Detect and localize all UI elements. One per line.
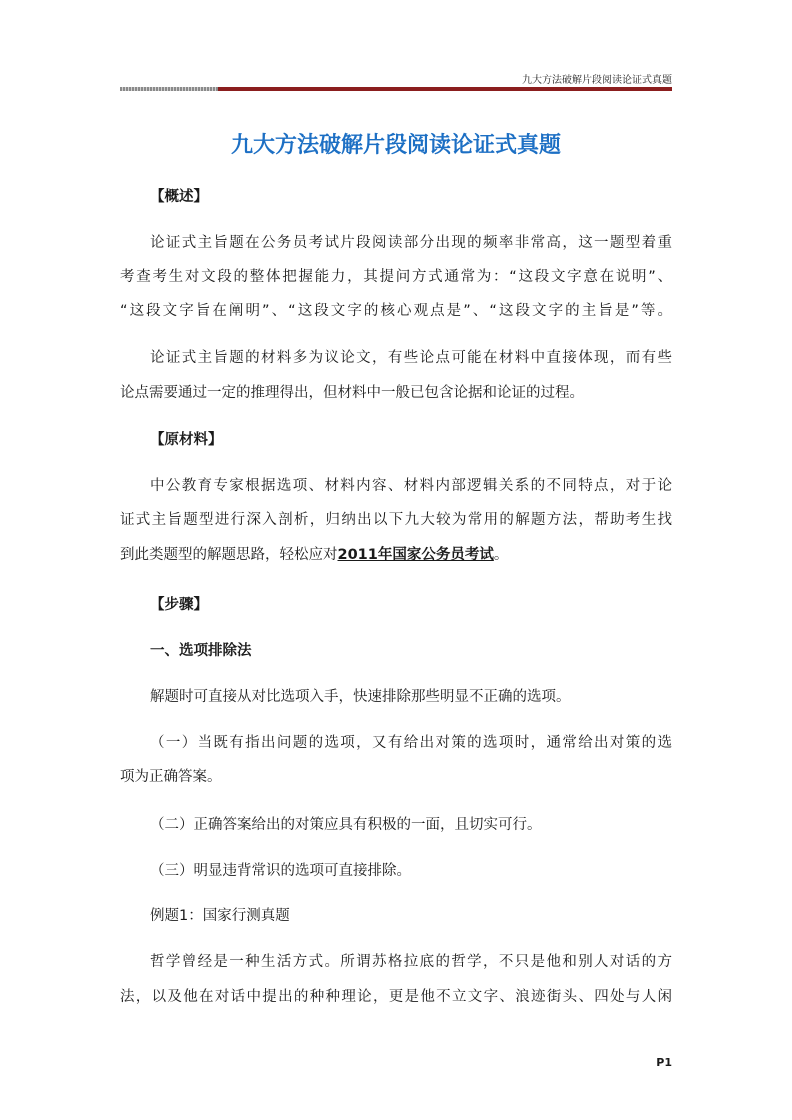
document-title: 九大方法破解片段阅读论证式真题 [230, 133, 561, 158]
material-heading: 【原材料】 [150, 432, 223, 448]
paragraph-8-line-2: 法，以及他在对话中提出的种种理论，更是他不立文字、浪迹街头、四处与人闲 [120, 989, 672, 1005]
paragraph-3-line-2: 证式主旨题型进行深入剖析，归纳出以下九大较为常用的解题方法，帮助考生找 [120, 512, 672, 528]
paragraph-5-line-2: 项为正确答案。 [120, 769, 222, 785]
overview-heading: 【概述】 [150, 189, 208, 205]
paragraph-3-line-3-end: 。 [493, 547, 509, 563]
paragraph-1-line-2: 考查考生对文段的整体把握能力，其提问方式通常为：“这段文字意在说明”、 [120, 269, 672, 285]
paragraph-4: 解题时可直接从对比选项入手，快速排除那些明显不正确的选项。 [150, 689, 571, 705]
exam-link[interactable]: 2011年国家公务员考试 [337, 547, 494, 563]
paragraph-5-line-1: （一）当既有指出问题的选项，又有给出对策的选项时，通常给出对策的选 [150, 735, 672, 751]
running-header-title: 九大方法破解片段阅读论证式真题 [522, 75, 672, 86]
paragraph-7: （三）明显违背常识的选项可直接排除。 [150, 863, 411, 879]
header-rule-red-segment [218, 87, 672, 91]
paragraph-3-line-1: 中公教育专家根据选项、材料内容、材料内部逻辑关系的不同特点，对于论 [150, 478, 672, 494]
paragraph-1-line-3: “这段文字旨在阐明”、“这段文字的核心观点是”、“这段文字的主旨是”等。 [120, 303, 672, 319]
page-number: P1 [656, 1056, 672, 1069]
steps-heading: 【步骤】 [150, 597, 208, 613]
paragraph-3-line-3-text: 到此类题型的解题思路，轻松应对 [120, 547, 338, 563]
paragraph-3-line-3 [120, 545, 672, 565]
example-label: 例题1：国家行测真题 [150, 908, 290, 924]
paragraph-2-line-1: 论证式主旨题的材料多为议论文，有些论点可能在材料中直接体现，而有些 [150, 350, 672, 366]
method-1-heading: 一、选项排除法 [150, 643, 252, 659]
header-rule-gray-segment [120, 87, 218, 91]
paragraph-6: （二）正确答案给出的对策应具有积极的一面，且切实可行。 [150, 817, 542, 833]
paragraph-1-line-1: 论证式主旨题在公务员考试片段阅读部分出现的频率非常高，这一题型着重 [150, 235, 672, 251]
paragraph-2-line-2: 论点需要通过一定的推理得出，但材料中一般已包含论据和论证的过程。 [120, 385, 584, 401]
paragraph-8-line-1: 哲学曾经是一种生活方式。所谓苏格拉底的哲学，不只是他和别人对话的方 [150, 954, 672, 970]
header-rule [120, 87, 672, 91]
